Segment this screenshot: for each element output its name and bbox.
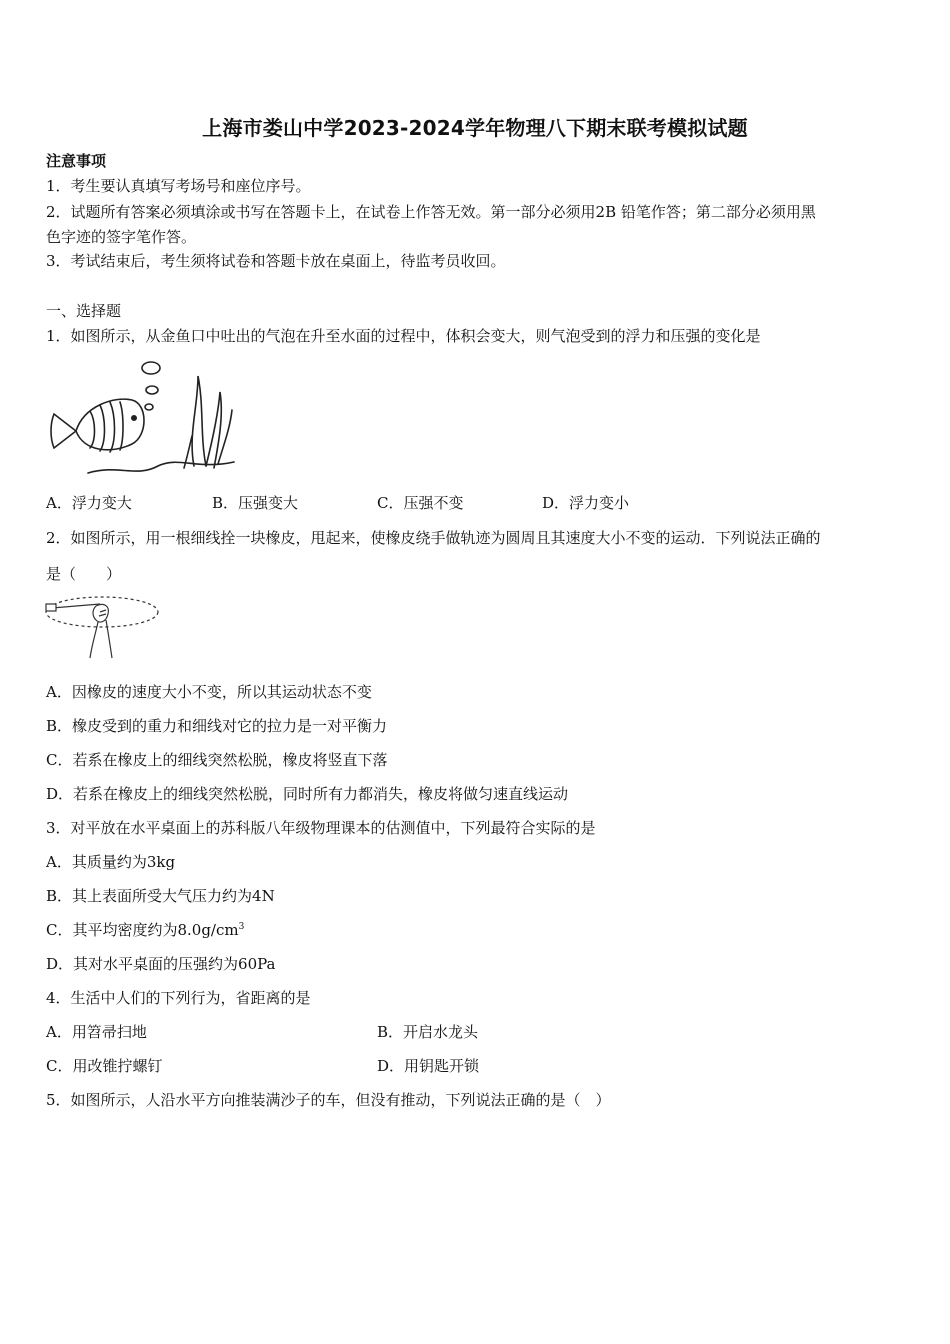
q3-option-c[interactable] xyxy=(46,919,244,941)
q3-option-b[interactable]: B．其上表面所受大气压力约为4N xyxy=(46,887,275,905)
q3-option-c-text: C．其平均密度约为8.0g/cm xyxy=(46,921,239,939)
q2-option-b[interactable]: B．橡皮受到的重力和细线对它的拉力是一对平衡力 xyxy=(46,717,388,735)
q1-option-c[interactable]: C．压强不变 xyxy=(377,494,464,512)
notice-item: 色字迹的签字笔作答。 xyxy=(46,228,197,246)
q1-option-a[interactable]: A．浮力变大 xyxy=(46,494,132,512)
rubber-on-string-illustration xyxy=(44,592,166,662)
section-heading: 一、选择题 xyxy=(46,302,122,320)
q4-option-a[interactable]: A．用笤帚扫地 xyxy=(46,1023,147,1041)
q4-option-b[interactable]: B．开启水龙头 xyxy=(377,1023,479,1041)
question-3-stem: 3．对平放在水平桌面上的苏科版八年级物理课本的估测值中，下列最符合实际的是 xyxy=(46,819,596,837)
q3-option-a[interactable]: A．其质量约为3kg xyxy=(46,853,176,871)
q1-option-b[interactable]: B．压强变大 xyxy=(212,494,299,512)
q2-option-c[interactable]: C．若系在橡皮上的细线突然松脱，橡皮将竖直下落 xyxy=(46,751,388,769)
notice-item: 2．试题所有答案必须填涂或书写在答题卡上，在试卷上作答无效。第一部分必须用2B 铅笔作答；第二部分必须用黑 xyxy=(46,203,816,221)
notice-item: 3．考试结束后，考生须将试卷和答题卡放在桌面上，待监考员收回。 xyxy=(46,252,506,270)
q4-option-c[interactable]: C．用改锥拧螺钉 xyxy=(46,1057,163,1075)
question-2-stem: 2．如图所示，用一根细线拴一块橡皮，甩起来，使橡皮绕手做轨迹为圆周且其速度大小不变的运动．下列说法正确的 xyxy=(46,529,821,547)
question-4-stem: 4．生活中人们的下列行为，省距离的是 xyxy=(46,989,311,1007)
q3-option-d[interactable]: D．其对水平桌面的压强约为60Pa xyxy=(46,955,276,973)
q2-option-d[interactable]: D．若系在橡皮上的细线突然松脱，同时所有力都消失，橡皮将做匀速直线运动 xyxy=(46,785,569,803)
page-title: 上海市娄山中学2023-2024学年物理八下期末联考模拟试题 xyxy=(202,116,748,140)
q2-option-a[interactable]: A．因橡皮的速度大小不变，所以其运动状态不变 xyxy=(46,683,372,701)
question-1-stem: 1．如图所示，从金鱼口中吐出的气泡在升至水面的过程中，体积会变大，则气泡受到的浮力和压强的变化是 xyxy=(46,327,761,345)
notice-item: 1．考生要认真填写考场号和座位序号。 xyxy=(46,177,311,195)
notice-heading: 注意事项 xyxy=(46,152,107,170)
q4-option-d[interactable]: D．用钥匙开锁 xyxy=(377,1057,480,1075)
question-2-stem-cont: 是（ ） xyxy=(46,565,122,583)
fish-bubbles-illustration xyxy=(48,356,238,481)
question-5-stem: 5．如图所示，人沿水平方向推装满沙子的车，但没有推动，下列说法正确的是（ ） xyxy=(46,1091,611,1109)
q1-option-d[interactable]: D．浮力变小 xyxy=(542,494,630,512)
q3-option-c-exponent: 3 xyxy=(238,922,245,932)
